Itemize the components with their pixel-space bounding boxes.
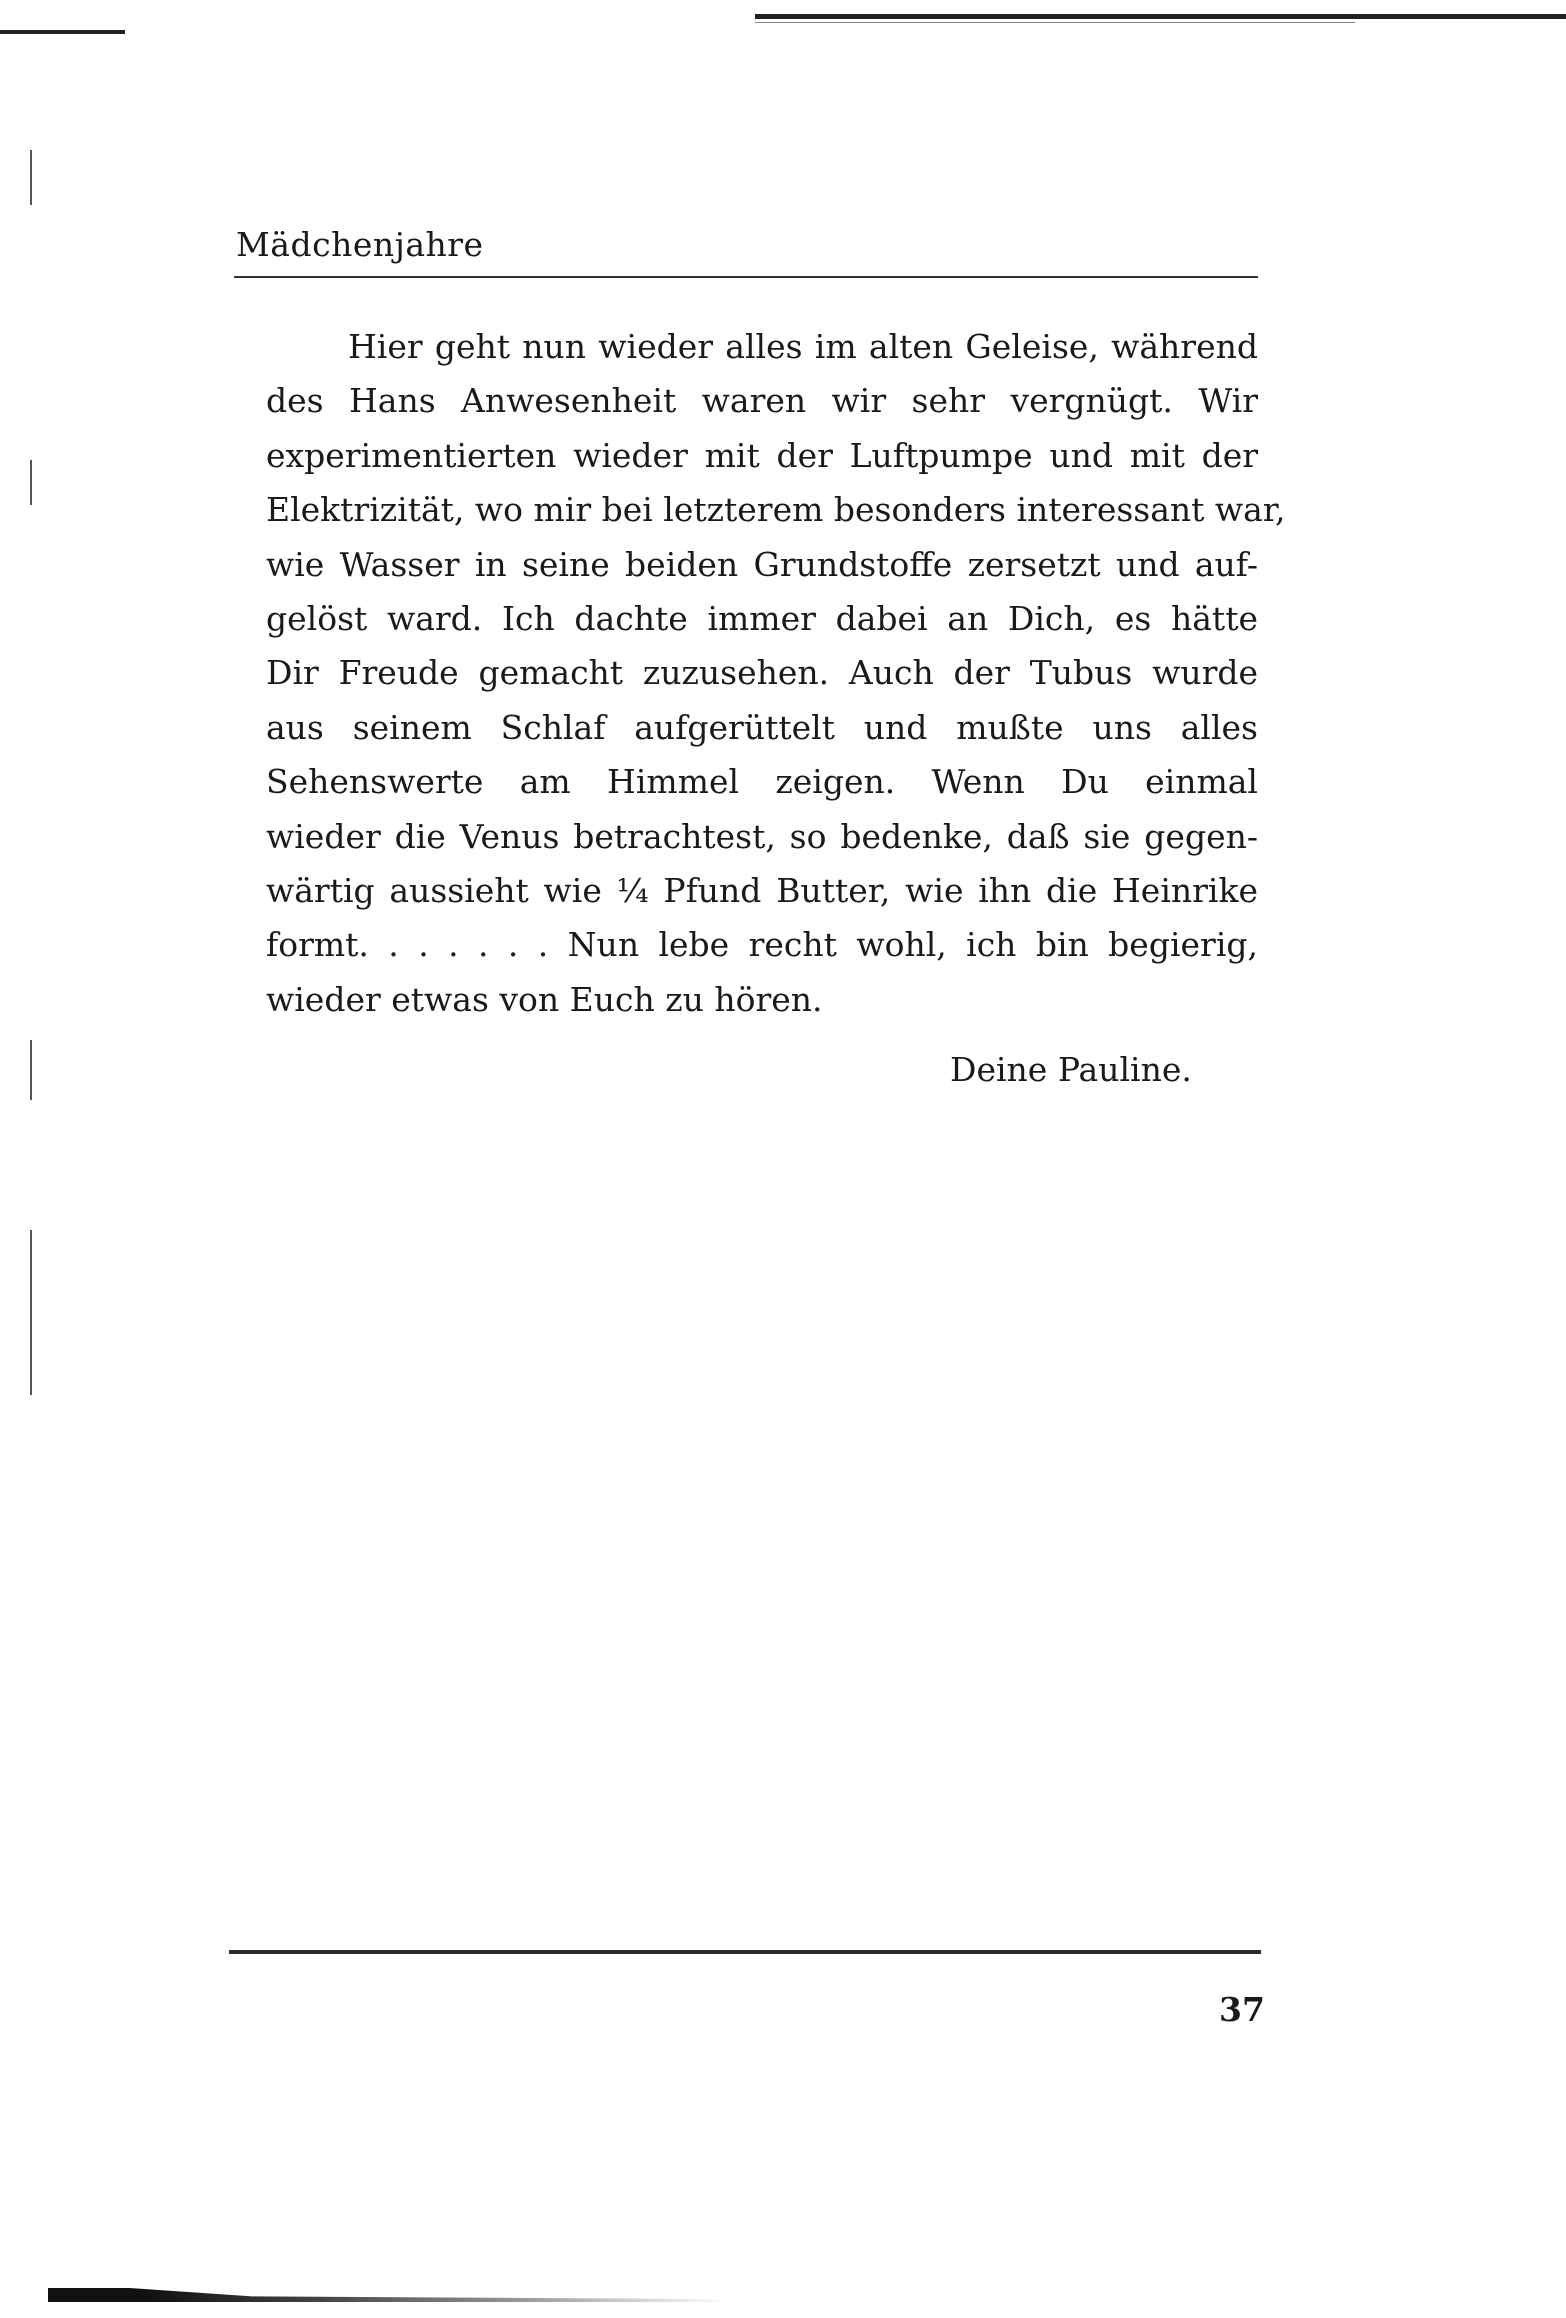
letter-line: experimentierten wieder mit der Luftpumpe und mit der: [266, 435, 1258, 475]
header-rule: [234, 276, 1258, 278]
scan-margin-tick: [30, 1040, 32, 1100]
letter-line: Elektrizität, wo mir bei letzterem besonders interessant war,: [266, 490, 1286, 530]
scan-edge-mark: [755, 14, 1566, 19]
letter-line: formt. . . . . . . Nun lebe recht wohl, ich bin begierig,: [266, 925, 1258, 965]
letter-line: des Hans Anwesenheit waren wir sehr vergnügt. Wir: [266, 381, 1258, 421]
letter-signature: Deine Pauline.: [950, 1050, 1192, 1089]
scan-margin-tick: [30, 150, 32, 205]
letter-line: Sehenswerte am Himmel zeigen. Wenn Du einmal: [266, 762, 1258, 802]
letter-line: gelöst ward. Ich dachte immer dabei an Dich, es hätte: [266, 598, 1258, 638]
footer-rule: [229, 1950, 1261, 1954]
letter-line: Hier geht nun wieder alles im alten Geleise, während: [348, 327, 1258, 366]
letter-line: wieder etwas von Euch zu hören.: [266, 979, 823, 1019]
letter-line: aus seinem Schlaf aufgerüttelt und mußte uns alles: [266, 707, 1258, 747]
letter-line: wärtig aussieht wie ¼ Pfund Butter, wie ihn die Heinrike: [266, 870, 1258, 910]
letter-line: Dir Freude gemacht zuzusehen. Auch der Tubus wurde: [266, 653, 1258, 693]
page-number: 37: [1219, 1990, 1265, 2029]
letter-line: wie Wasser in seine beiden Grundstoffe zersetzt und auf-: [266, 544, 1258, 584]
scan-margin-tick: [30, 1230, 32, 1395]
scan-edge-mark: [0, 30, 125, 34]
scan-edge-mark: [755, 22, 1355, 23]
letter-body: [266, 320, 1286, 1027]
scan-margin-tick: [30, 460, 32, 505]
running-title: Mädchenjahre: [236, 225, 484, 264]
scan-smudge: [48, 2288, 728, 2302]
letter-line: wieder die Venus betrachtest, so bedenke, daß sie gegen-: [266, 816, 1258, 856]
